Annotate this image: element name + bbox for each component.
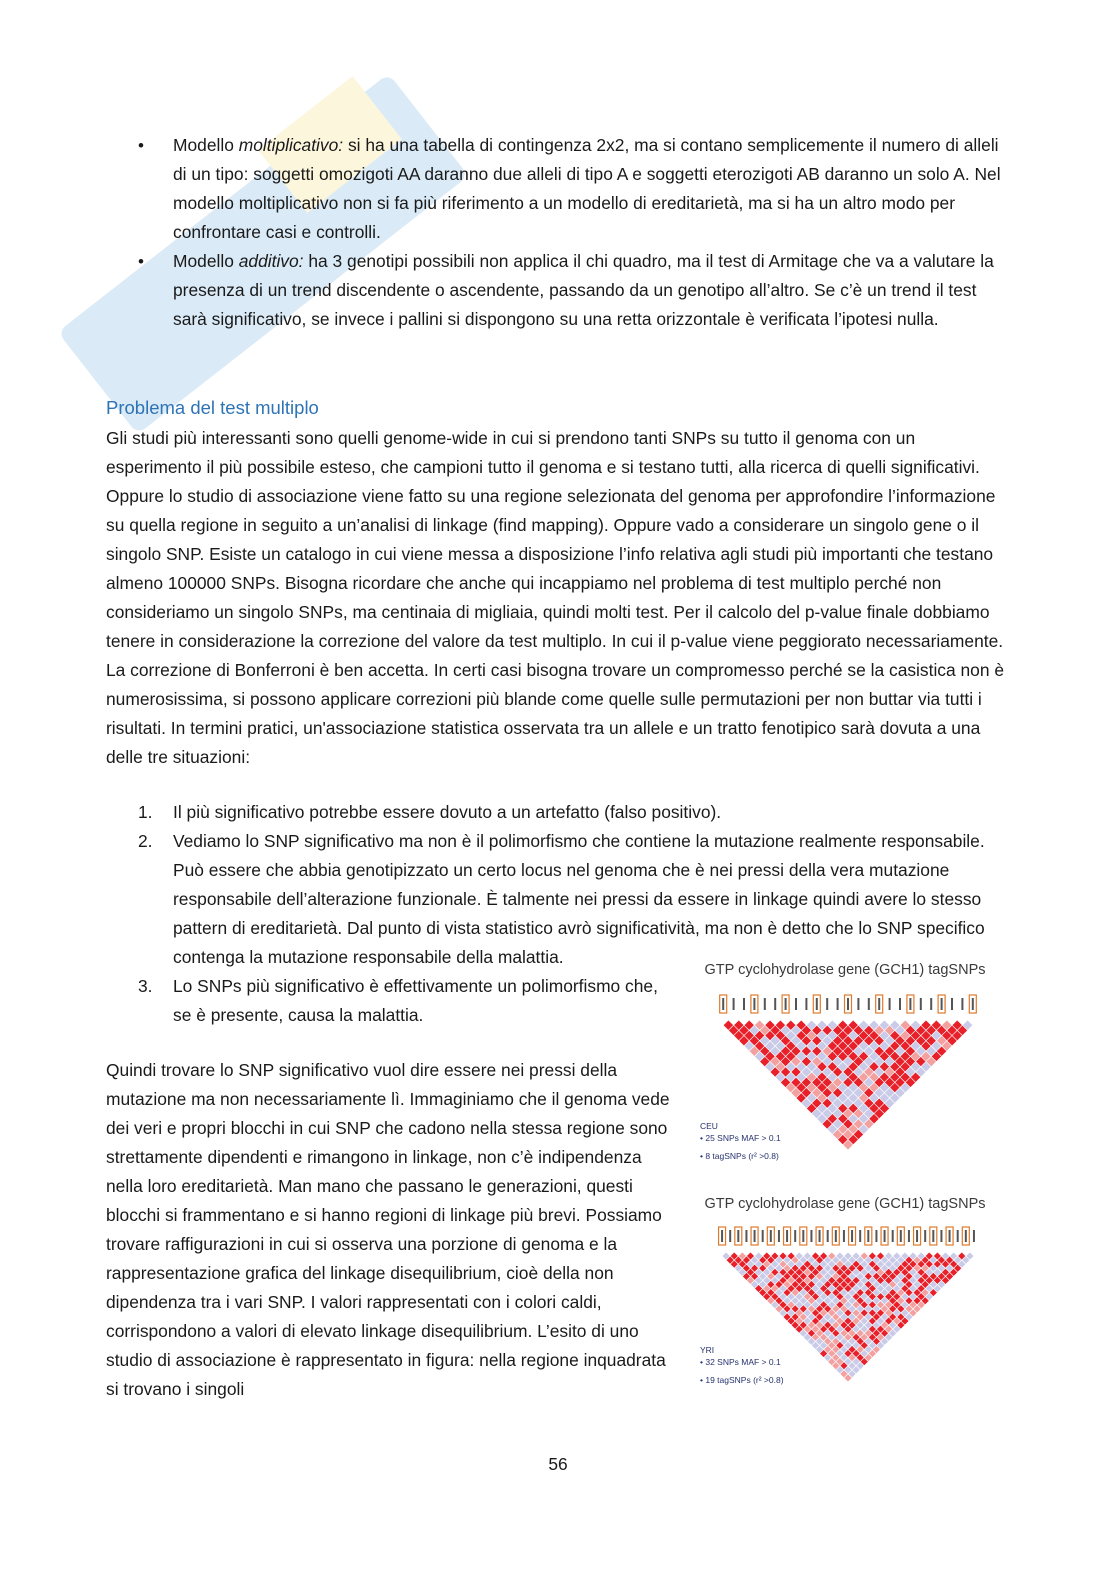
snp-marker [745, 1230, 747, 1242]
paragraph: Gli studi più interessanti sono quelli genome-wide in cui si prendono tanti SNPs su tutto il genoma con un esperimento il più possibile esteso, che campioni tutto il genoma e si testano tutti, alla ricerca di quelli significativi. Oppure lo studio di associazione viene fatto su una regione selezionata del genoma per approfondire l’informazione su quella regione in seguito a un’analisi di linkage (find mapping). Oppure vado a considerare un singolo gene o il singolo SNP. Esiste un catalogo in cui viene messa a disposizione l’info relativa agli studi più importanti che testano almeno 100000 SNPs. Bisogna ricordare che anche qui incappiamo nel problema di test multiplo perché non consideriamo un singolo SNPs, ma centinaia di migliaia, quindi molti test. Per il calcolo del p-value finale dobbiamo tenere in considerazione la correzione del valore da test multiplo. In cui il p-value viene peggiorato necessariamente. La correzione di Bonferroni è ben accetta. In certi casi bisogna trovare un compromesso perché se la casistica non è numerosissima, si possono applicare correzioni più blande come quelle sulle permutazioni per non buttar via tutti i risultati. In termini pratici, un'associazione statistica osservata tra un allele e un tratto fenotipico sarà dovuta a una delle tre situazioni: [106, 428, 1005, 767]
ld-figure-ceu [690, 962, 1000, 1190]
snp-marker [843, 1230, 845, 1242]
figure-legend: YRI • 32 SNPs MAF > 0.1 • 19 tagSNPs (r² >0.8) [700, 1345, 784, 1385]
snp-marker [774, 998, 776, 1010]
snp-marker [810, 1230, 812, 1242]
snp-marker [816, 998, 818, 1010]
snp-marker [819, 1230, 821, 1242]
snp-marker [733, 998, 735, 1010]
snp-marker [867, 1230, 869, 1242]
snp-marker [754, 1230, 756, 1242]
snp-count: 25 SNPs MAF > 0.1 [705, 1133, 781, 1143]
snp-marker [973, 1230, 975, 1242]
snp-marker [868, 998, 870, 1010]
list-item: 1. Il più significativo potrebbe essere dovuto a un artefatto (falso positivo). [138, 802, 722, 822]
paragraph: Quindi trovare lo SNP significativo vuol dire essere nei pressi della mutazione ma non necessariamente lì. Immaginiamo che il genoma vede dei veri e propri blocchi in cui SNP che cadono nella stessa regione sono strettamente dipendenti e rimangono in linkage, non c’è indipendenza nella loro ereditarietà. Man mano che passano le generazioni, questi blocchi si frammentano e si hanno regioni di linkage più brevi. Possiamo trovare raffigurazioni in cui si osserva una porzione di genoma e la rappresentazione grafica del linkage disequilibrium, cioè della non dipendenza tra i vari SNP. I valori rappresentati con i colori caldi, corrispondono a valori di elevato linkage disequilibrium. L’esito di uno studio di associazione è rappresentato in figura: nella regione inquadrata si trovano i singoli [106, 1060, 670, 1399]
snp-marker [908, 1230, 910, 1242]
population-label: CEU [700, 1121, 718, 1131]
snp-marker [802, 1230, 804, 1242]
snp-marker [916, 1230, 918, 1242]
snp-marker [795, 998, 797, 1010]
snp-marker [909, 998, 911, 1010]
section-heading: Problema del test multiplo [106, 397, 319, 418]
snp-marker [920, 998, 922, 1010]
figure-legend: CEU • 25 SNPs MAF > 0.1 • 8 tagSNPs (r² >0.8) [700, 1121, 781, 1161]
snp-marker [965, 1230, 967, 1242]
page-number: 56 [548, 1454, 568, 1474]
snp-marker [899, 998, 901, 1010]
snp-marker [762, 1230, 764, 1242]
tag-count: 19 tagSNPs (r² >0.8) [705, 1375, 784, 1385]
snp-marker [805, 998, 807, 1010]
snp-marker [957, 1230, 959, 1242]
snp-marker [785, 998, 787, 1010]
bullet-item: • Modello moltiplicativo: si ha una tabella di contingenza 2x2, ma si contano semplicemente il numero di alleli di un tipo: soggetti omozigoti AA daranno due alleli di tipo A e soggetti eterozigoti AB daranno un solo A. Nel modello moltiplicativo non si fa più riferimento a un modello di ereditarietà, ma si ha un altro modo per confrontare casi e controlli. [106, 131, 1006, 247]
snp-marker [851, 1230, 853, 1242]
snp-marker [875, 1230, 877, 1242]
snp-marker [941, 998, 943, 1010]
snp-marker [940, 1230, 942, 1242]
snp-marker [961, 998, 963, 1010]
snp-marker [972, 998, 974, 1010]
population-label: YRI [700, 1345, 715, 1355]
ld-figure-yri [690, 1196, 1000, 1406]
figure-title: GTP cyclohydrolase gene (GCH1) tagSNPs [704, 962, 986, 978]
snp-marker [753, 998, 755, 1010]
snp-marker [857, 998, 859, 1010]
bullet-list [106, 131, 1006, 334]
snp-marker [900, 1230, 902, 1242]
list-item: 2. Vediamo lo SNP significativo ma non è il polimorfismo che contiene la mutazione realmente responsabile. Può essere che abbia genotipizzato un certo locus nel genoma che è nei pressi della vera mutazione responsabile dell’alterazione funzionale. È talmente nei pressi da essere in linkage quindi avere lo stesso pattern di ereditarietà. Dal punto di vista statistico avrò significatività, ma non è detto che lo SNP specifico contenga la mutazione responsabile della malattia. [138, 831, 985, 967]
snp-count: 32 SNPs MAF > 0.1 [705, 1357, 781, 1367]
snp-marker [847, 998, 849, 1010]
snp-marker [721, 1230, 723, 1242]
snp-marker [951, 998, 953, 1010]
snp-marker [835, 1230, 837, 1242]
snp-marker [737, 1230, 739, 1242]
snp-marker [722, 998, 724, 1010]
snp-marker [827, 1230, 829, 1242]
snp-marker [729, 1230, 731, 1242]
snp-marker [884, 1230, 886, 1242]
snp-marker [837, 998, 839, 1010]
snp-marker [786, 1230, 788, 1242]
bullet-item: • Modello additivo: ha 3 genotipi possibili non applica il chi quadro, ma il test di Armitage che va a valutare la presenza di un trend discendente o ascendente, passando da un genotipo all’altro. Se c’è un trend il test sarà significativo, se invece i pallini si dispongono su una retta orizzontale è verificata l’ipotesi nulla. [106, 247, 1006, 334]
snp-marker [764, 998, 766, 1010]
snp-marker [859, 1230, 861, 1242]
snp-marker [743, 998, 745, 1010]
snp-marker [794, 1230, 796, 1242]
snp-marker [878, 998, 880, 1010]
snp-marker [778, 1230, 780, 1242]
snp-marker [924, 1230, 926, 1242]
snp-marker [949, 1230, 951, 1242]
snp-marker [770, 1230, 772, 1242]
snp-marker [826, 998, 828, 1010]
snp-marker [892, 1230, 894, 1242]
tag-count: 8 tagSNPs (r² >0.8) [705, 1151, 779, 1161]
snp-marker [932, 1230, 934, 1242]
figure-title: GTP cyclohydrolase gene (GCH1) tagSNPs [704, 1196, 986, 1212]
snp-marker [889, 998, 891, 1010]
snp-marker [930, 998, 932, 1010]
list-item: 3. Lo SNPs più significativo è effettivamente un polimorfismo che, se è presente, causa la malattia. [138, 976, 658, 1025]
